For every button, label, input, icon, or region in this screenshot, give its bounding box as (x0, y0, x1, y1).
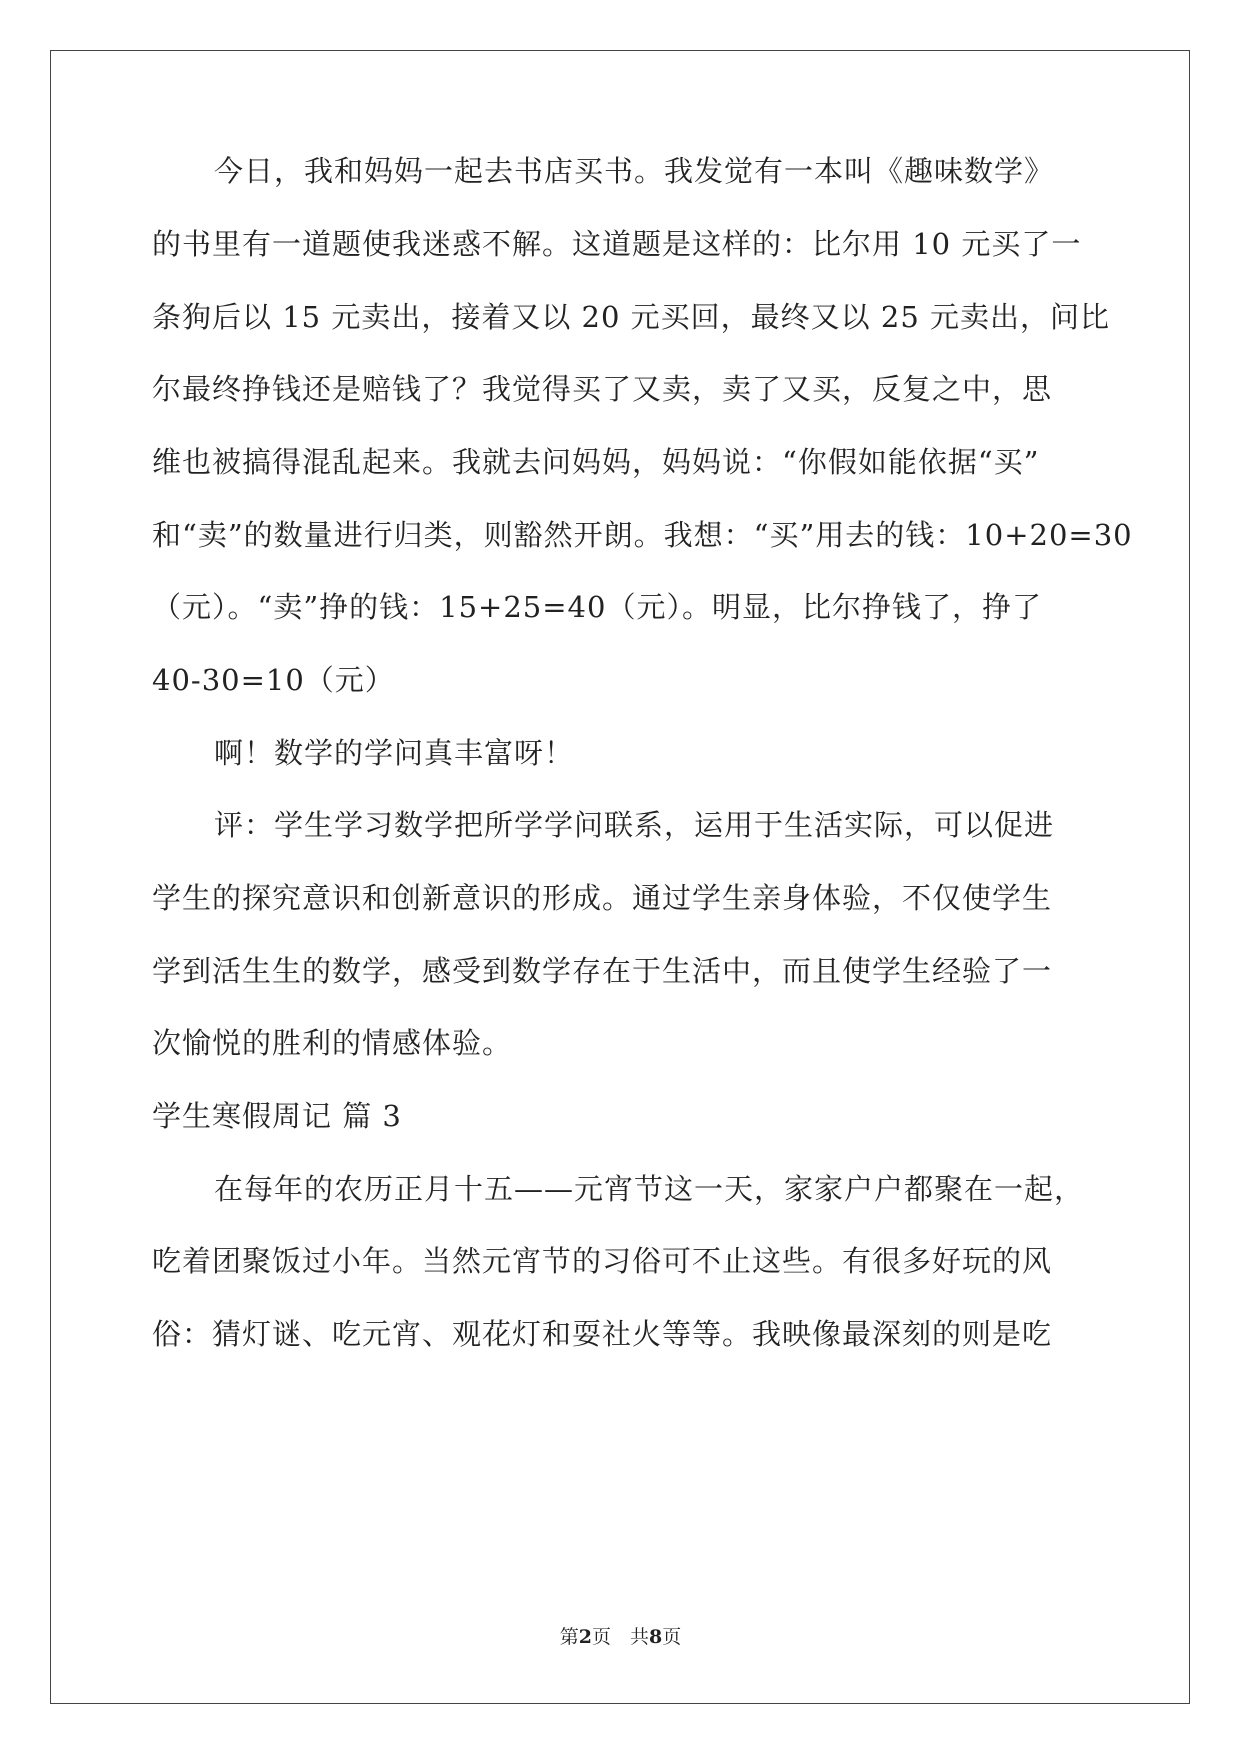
page-separator: 页 共 (591, 1626, 649, 1648)
paragraph-line: 学到活生生的数学，感受到数学存在于生活中，而且使学生经验了一 (152, 954, 1053, 988)
paragraph-line: 维也被搞得混乱起来。我就去问妈妈，妈妈说：“你假如能依据“买” (152, 445, 1040, 479)
page-suffix: 页 (662, 1626, 682, 1648)
paragraph-line: 和“卖”的数量进行归类，则豁然开朗。我想：“买”用去的钱：10+20=30 (152, 518, 1133, 552)
paragraph-line: 评：学生学习数学把所学学问联系，运用于生活实际，可以促进 (214, 808, 1055, 842)
paragraph-line: 的书里有一道题使我迷惑不解。这道题是这样的：比尔用 10 元买了一 (152, 227, 1082, 261)
total-page-number: 8 (649, 1626, 663, 1648)
paragraph-line: 40-30=10（元） (152, 663, 395, 697)
paragraph-line: 条狗后以 15 元卖出，接着又以 20 元买回，最终又以 25 元卖出，问比 (152, 300, 1111, 334)
page-prefix: 第 (559, 1626, 579, 1648)
paragraph-line: 俗：猜灯谜、吃元宵、观花灯和耍社火等等。我映像最深刻的则是吃 (152, 1317, 1053, 1351)
section-heading: 学生寒假周记 篇 3 (152, 1099, 402, 1133)
paragraph-line: 学生的探究意识和创新意识的形成。通过学生亲身体验，不仅使学生 (152, 881, 1053, 915)
paragraph-line: 吃着团聚饭过小年。当然元宵节的习俗可不止这些。有很多好玩的风 (152, 1244, 1053, 1278)
paragraph-line: 今日，我和妈妈一起去书店买书。我发觉有一本叫《趣味数学》 (214, 154, 1055, 188)
page-footer (0, 1625, 1241, 1649)
paragraph-line: 次愉悦的胜利的情感体验。 (152, 1026, 513, 1060)
paragraph-line: （元）。“卖”挣的钱：15+25=40（元）。明显，比尔挣钱了，挣了 (152, 590, 1042, 624)
current-page-number: 2 (578, 1626, 592, 1648)
paragraph-line: 尔最终挣钱还是赔钱了？我觉得买了又卖，卖了又买，反复之中，思 (152, 372, 1053, 406)
paragraph-line: 在每年的农历正月十五——元宵节这一天，家家户户都聚在一起， (214, 1172, 1085, 1206)
paragraph-line: 啊！数学的学问真丰富呀！ (214, 736, 575, 770)
